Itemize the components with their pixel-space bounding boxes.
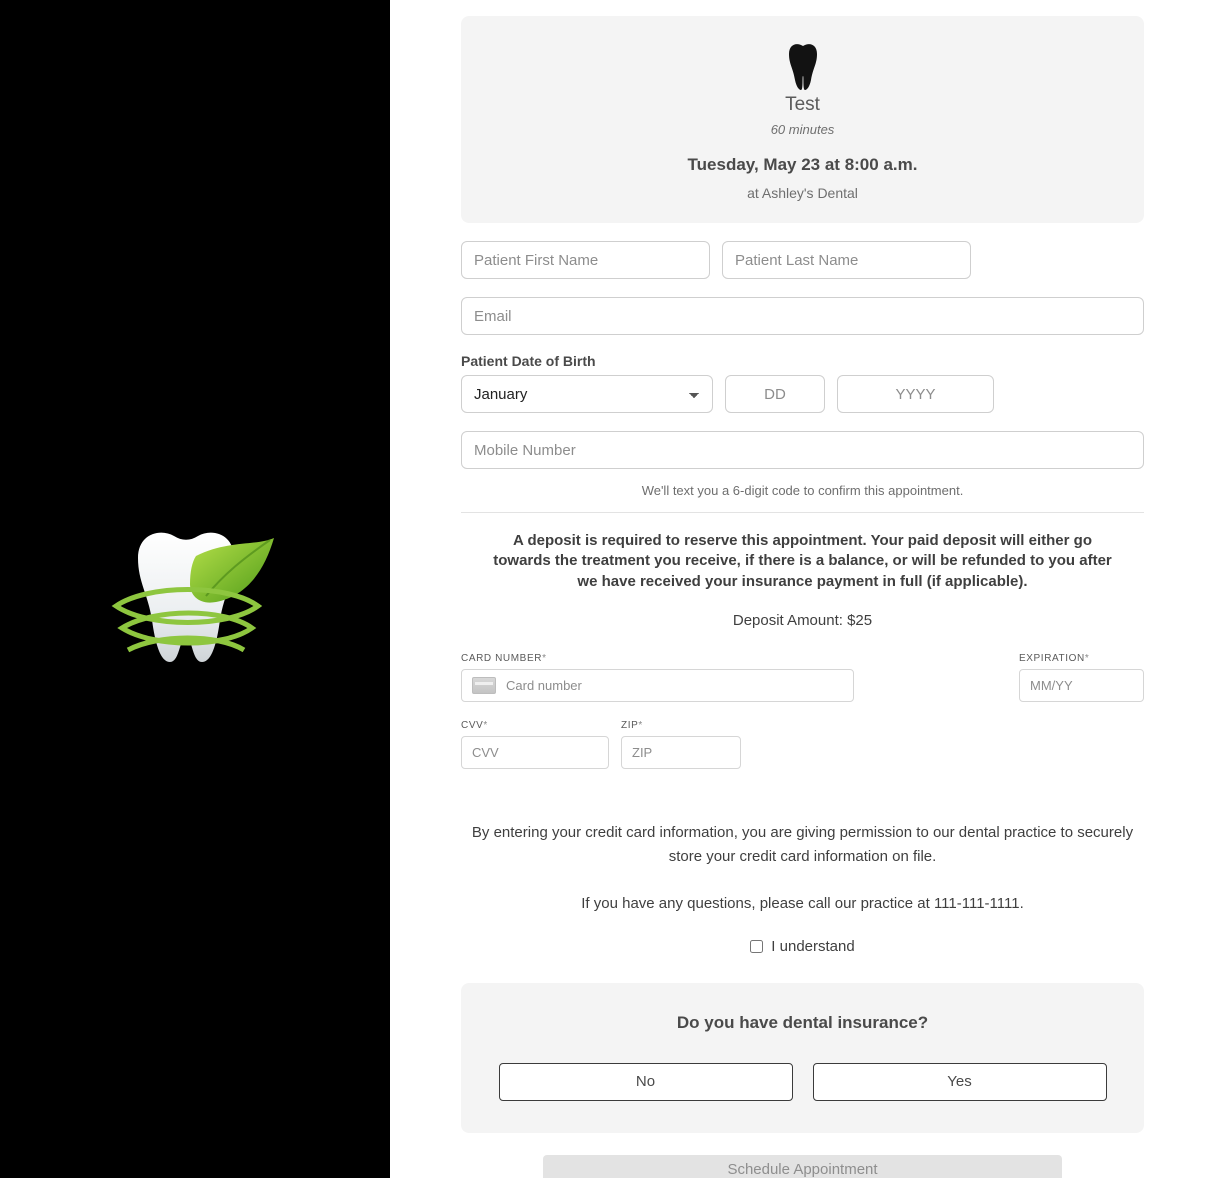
booking-form-column	[390, 0, 1215, 1178]
i-understand-checkbox[interactable]	[750, 940, 763, 953]
name-row	[461, 241, 1144, 279]
dob-month-select[interactable]	[461, 375, 713, 413]
expiration-input[interactable]	[1019, 669, 1144, 702]
appointment-duration: 60 minutes	[770, 122, 835, 137]
insurance-no-button[interactable]: No	[499, 1063, 793, 1101]
tooth-leaf-logo-icon	[78, 510, 288, 680]
card-number-input[interactable]	[461, 669, 854, 702]
mobile-verification-note: We'll text you a 6-digit code to confirm this appointment.	[641, 483, 964, 498]
last-name-input[interactable]	[722, 241, 971, 279]
payment-section	[461, 653, 1144, 769]
credit-card-icon	[472, 677, 496, 694]
appointment-name: Test	[785, 94, 820, 115]
practice-phone-line: If you have any questions, please call our practice at 111-111-1111.	[581, 894, 1024, 912]
email-row	[461, 297, 1144, 335]
dob-day-input[interactable]	[725, 375, 825, 413]
cvv-input[interactable]	[461, 736, 609, 769]
mobile-number-input[interactable]	[461, 431, 1144, 469]
brand-panel	[0, 0, 390, 1178]
card-expiration-row	[461, 653, 1144, 702]
dob-row	[461, 375, 1144, 413]
dob-label: Patient Date of Birth	[461, 353, 596, 369]
insurance-card	[461, 983, 1144, 1133]
zip-input[interactable]	[621, 736, 741, 769]
dob-year-input[interactable]	[837, 375, 994, 413]
card-number-label: CARD NUMBER*	[461, 652, 547, 664]
expiration-label: EXPIRATION*	[1019, 652, 1090, 664]
i-understand-label[interactable]: I understand	[771, 937, 855, 955]
submit-wrap	[461, 1155, 1144, 1178]
understand-row	[461, 938, 1144, 955]
insurance-question: Do you have dental insurance?	[676, 1012, 929, 1032]
card-storage-consent-text: By entering your credit card information, you are giving permission to our dental practice to securely store your credit card information on file.	[471, 823, 1134, 865]
schedule-appointment-button[interactable]: Schedule Appointment	[543, 1155, 1062, 1178]
card-number-placeholder: Card number	[506, 677, 582, 693]
appointment-datetime: Tuesday, May 23 at 8:00 a.m.	[687, 155, 918, 174]
first-name-input[interactable]	[461, 241, 710, 279]
zip-label: ZIP*	[621, 719, 643, 731]
cvv-zip-row	[461, 720, 1144, 769]
appointment-location: at Ashley's Dental	[747, 185, 858, 201]
deposit-amount: Deposit Amount: $25	[732, 611, 873, 629]
appointment-summary-card	[461, 16, 1144, 223]
deposit-notice: A deposit is required to reserve this appointment. Your paid deposit will either go towards the treatment you receive, if there is a balance, or will be refunded to you after we have received your insurance payment in full (if applicable).	[493, 532, 1112, 590]
tooth-icon	[783, 42, 823, 90]
cvv-label: CVV*	[461, 719, 488, 731]
insurance-choice-row	[483, 1063, 1122, 1101]
section-divider	[461, 512, 1144, 513]
insurance-yes-button[interactable]: Yes	[813, 1063, 1107, 1101]
email-input[interactable]	[461, 297, 1144, 335]
mobile-row	[461, 431, 1144, 469]
